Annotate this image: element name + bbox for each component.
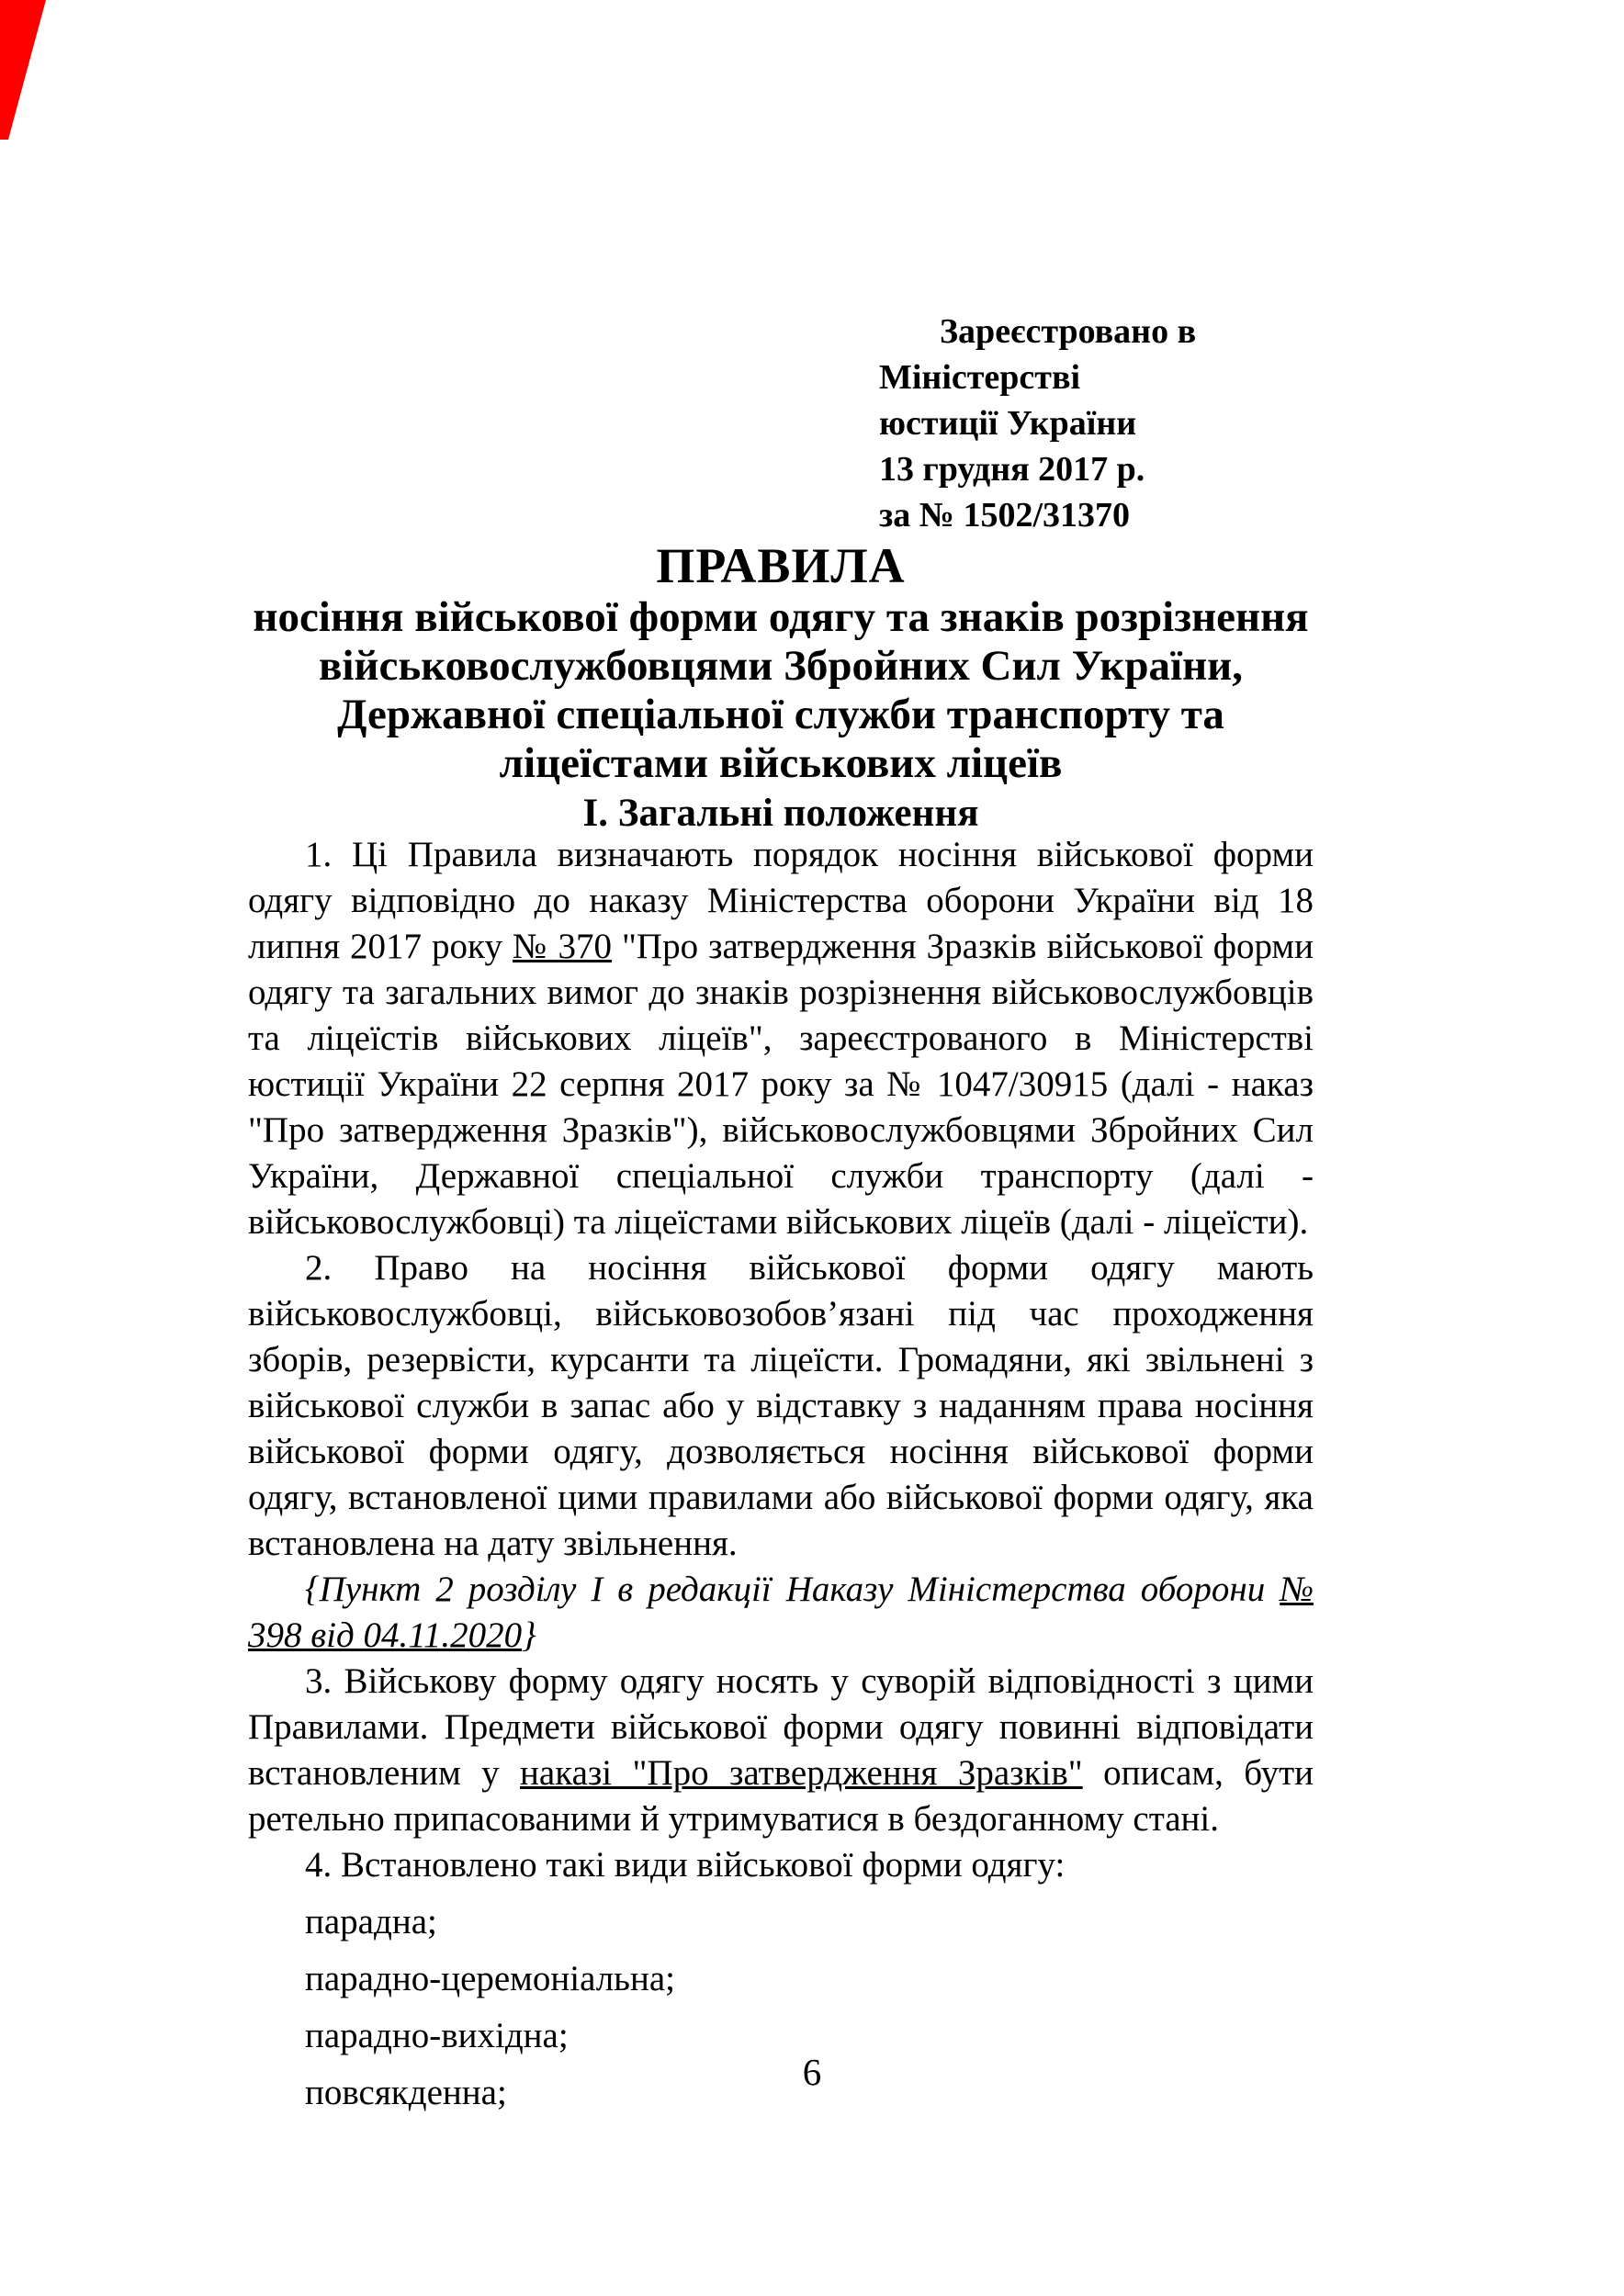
- paragraph-text: описам, бути ретельно припасованими й утримуватися в бездоганному стані.: [248, 1753, 1314, 1839]
- document-title: ПРАВИЛА: [656, 538, 906, 593]
- title-block: [220, 538, 1341, 838]
- uniform-type-list-item: парадна;: [305, 1902, 437, 1941]
- paragraph-text: 1. Ці Правила визначають порядок носіння військової форми одягу відповідно до наказу Міністерства оборони України від 18 липня 2017 року: [248, 835, 1314, 966]
- body-paragraph: [248, 1842, 1314, 1888]
- document-subtitle-line: носіння військової форми одягу та знаків розрізнення: [253, 593, 1309, 641]
- document-link[interactable]: № 370: [512, 927, 612, 966]
- paragraph-text: {Пункт 2 розділу І в редакції Наказу Міністерства оборони: [305, 1570, 1280, 1609]
- document-body: [248, 832, 1314, 2116]
- document-subtitle-line: Державної спеціальної служби транспорту та: [337, 691, 1224, 738]
- body-paragraph: [248, 1659, 1314, 1842]
- document-subtitle: [220, 593, 1341, 788]
- paragraph-text: 3. Військову форму одягу носять у суворій відповідності з цими Правилами. Предмети військової форми одягу повинні відповідати встановленим у: [248, 1661, 1314, 1793]
- uniform-type-list-item: парадно-церемоніальна;: [305, 1959, 675, 1998]
- uniform-type-list-item: парадно-вихідна;: [305, 2016, 569, 2055]
- paragraph-text: 2. Право на носіння військової форми одягу мають військовослужбовці, військовозобов’язані під час проходження зборів, резервісти, курсанти та ліцеїсти. Громадяни, які звільнені з військової служби в запас або у відставку з наданням права носіння військової форми одягу, дозволяється носіння військової форми одягу, встановленої цими правилами або військової форми одягу, яка встановлена на дату звільнення.: [248, 1248, 1314, 1563]
- red-corner-mark: [0, 0, 46, 140]
- body-paragraph: [248, 1245, 1314, 1567]
- document-subtitle-line: ліцеїстами військових ліцеїв: [499, 739, 1063, 787]
- page-number: 6: [802, 2051, 822, 2093]
- revision-note-paragraph: [248, 1567, 1314, 1659]
- paragraph-text: "Про затвердження Зразків військової форми одягу та загальних вимог до знаків розрізнення військовослужбовців та ліцеїстів військових ліцеїв", зареєстрованого в Міністерстві юстиції України 22 серпня 2017 року за № 1047/30915 (далі - наказ "Про затвердження Зразків"), військовослужбовцями Збройних Сил України, Державної спеціальної служби транспорту (далі - військовослужбовці) та ліцеїстами військових ліцеїв (далі - ліцеїсти).: [248, 927, 1314, 1242]
- body-paragraph: [248, 832, 1314, 1245]
- paragraph-text: }: [522, 1615, 536, 1655]
- registration-line: Міністерстві: [879, 358, 1081, 397]
- document-link[interactable]: № 398 від 04.11.2020: [248, 1570, 1314, 1655]
- registration-line: 13 грудня 2017 р.: [879, 450, 1145, 489]
- paragraph-text: 4. Встановлено такі види військової форми одягу:: [305, 1845, 1066, 1885]
- section-heading: І. Загальні положення: [582, 792, 979, 835]
- document-subtitle-line: військовослужбовцями Збройних Сил України,: [318, 642, 1243, 690]
- registration-line: юстиції України: [879, 404, 1137, 443]
- document-link[interactable]: наказі "Про затвердження Зразків": [520, 1753, 1083, 1793]
- uniform-type-list-item: повсякденна;: [305, 2073, 507, 2112]
- registration-block: [879, 309, 1357, 538]
- registration-line: Зареєстровано в: [940, 312, 1197, 351]
- registration-line: за № 1502/31370: [879, 496, 1131, 535]
